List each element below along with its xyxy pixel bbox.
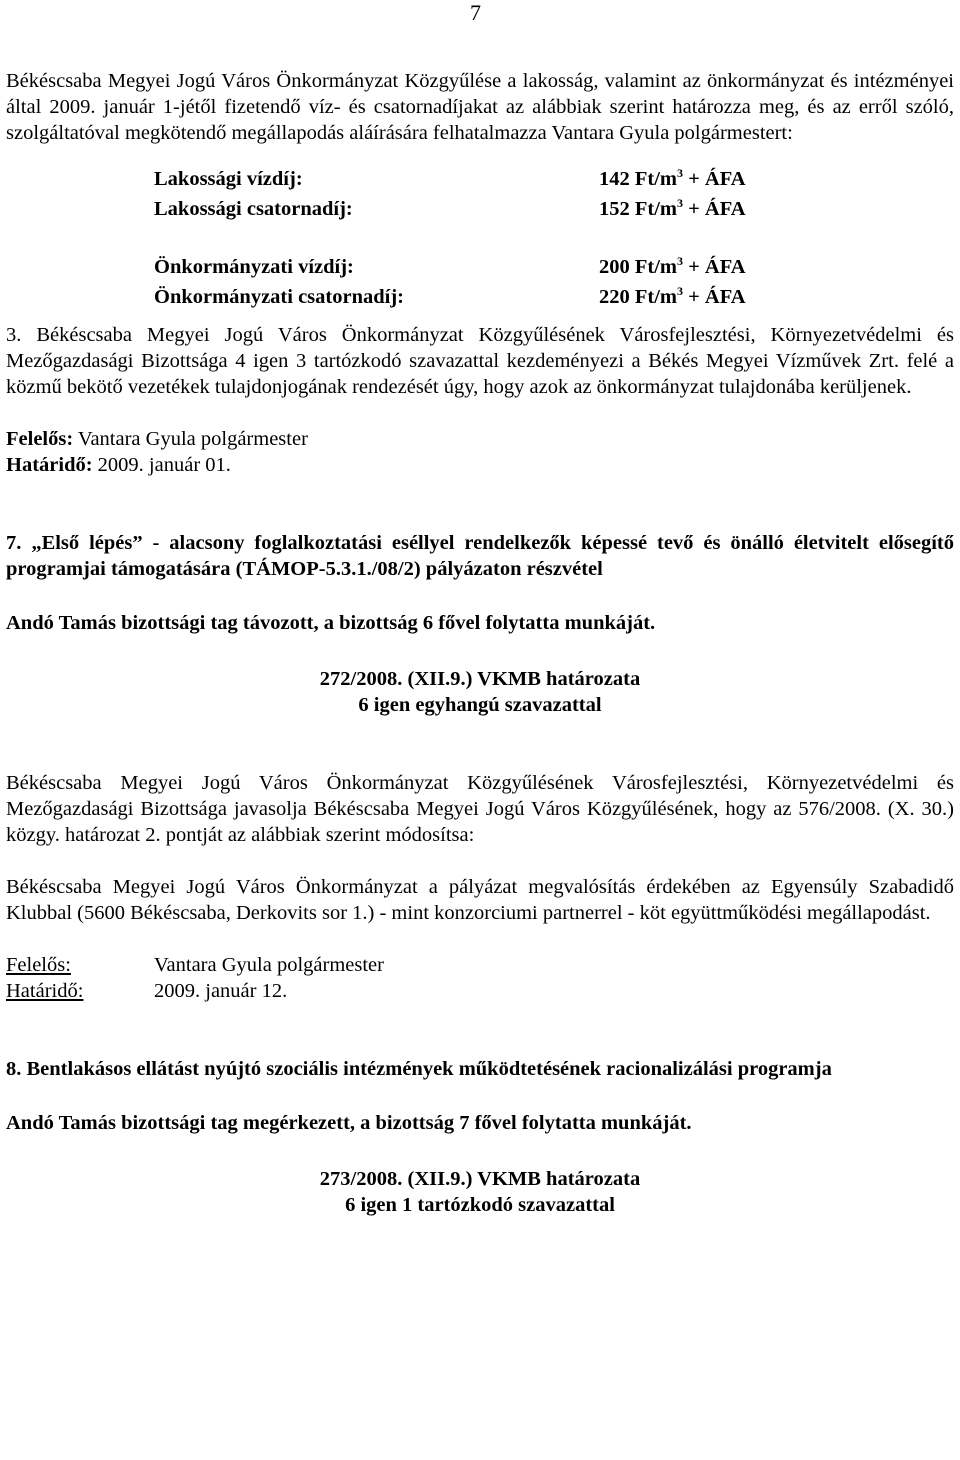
resolution-vote: 6 igen 1 tartózkodó szavazattal — [345, 1194, 615, 1216]
fee-row-residential-water — [154, 164, 954, 194]
fee-label: Önkormányzati vízdíj: — [154, 256, 354, 278]
intro-paragraph: Békéscsaba Megyei Jogú Város Önkormányzat Közgyűlése a lakosság, valamint az önkormányzat és intézményei által 2009. január 1-jétől fizetendő víz- és csatornadíjakat az alábbiak szerint határozza meg, és az erről szóló, szolgáltatóval megkötendő megállapodás aláírására felhatalmazza Vantara Gyula polgármestert: — [6, 70, 954, 144]
fee-value: 220 $Ft/m^3$ + ÁFA — [599, 284, 746, 308]
item8-resolution — [6, 1166, 954, 1218]
deadline-line: Határidő: 2009. január 12. — [6, 980, 288, 1002]
page-number: 7 — [470, 0, 481, 25]
point3-paragraph: 3. Békéscsaba Megyei Jogú Város Önkormányzat Közgyűlésének Városfejlesztési, Környezetvédelmi és Mezőgazdasági Bizottsága 4 igen 3 tartózkodó szavazattal kezdeményezi a Békés Megyei Vízművek Zrt. felé a közmű bekötő vezetékek tulajdonjogának rendezését úgy, hogy azok az önkormányzat tulajdonába kerüljenek. — [6, 324, 954, 398]
responsible-line: Felelős: Vantara Gyula polgármester — [6, 954, 384, 976]
item7-paragraph-1: Békéscsaba Megyei Jogú Város Önkormányzat Közgyűlésének Városfejlesztési, Környezetvédelmi és Mezőgazdasági Bizottsága javasolja Békéscsaba Megyei Jogú Város Közgyűlésének, hogy az 576/2008. (X. 30.) közgy. határozat 2. pontját az alábbiak szerint módosítsa: — [6, 772, 954, 846]
item8-note: Andó Tamás bizottsági tag megérkezett, a bizottság 7 fővel folytatta munkáját. — [6, 1112, 692, 1134]
resolution-title: 273/2008. (XII.9.) VKMB határozata — [319, 1168, 641, 1190]
fee-label: Önkormányzati csatornadíj: — [154, 286, 404, 308]
item7-paragraph-2: Békéscsaba Megyei Jogú Város Önkormányzat a pályázat megvalósítás érdekében az Egyensúly Szabadidő Klubbal (5600 Békéscsaba, Derkovits sor 1.) - mint konzorciumi partnerrel - köt együttműködési megállapodást. — [6, 876, 954, 924]
fee-row-residential-sewer — [154, 194, 954, 224]
item7-note: Andó Tamás bizottsági tag távozott, a bizottság 6 fővel folytatta munkáját. — [6, 612, 656, 634]
item7-title: 7. „Első lépés” - alacsony foglalkoztatási eséllyel rendelkezők képessé tevő és önálló életvitelt elősegítő programjai támogatására (TÁMOP-5.3.1./08/2) pályázaton részvétel — [6, 532, 955, 580]
responsibility-block-2 — [6, 952, 954, 1004]
fee-value: 200 $Ft/m^3$ + ÁFA — [599, 254, 746, 278]
fee-value: 152 $Ft/m^3$ + ÁFA — [599, 196, 746, 220]
responsibility-block-1 — [6, 426, 954, 478]
item7-resolution — [6, 666, 954, 718]
fee-row-municipal-water — [154, 252, 954, 282]
resolution-vote: 6 igen egyhangú szavazattal — [358, 694, 602, 716]
fee-value: 142 $Ft/m^3$ + ÁFA — [599, 166, 746, 190]
fee-label: Lakossági vízdíj: — [154, 168, 303, 190]
responsible-line: Felelős: Vantara Gyula polgármester — [6, 428, 308, 450]
deadline-line: Határidő: 2009. január 01. — [6, 454, 231, 476]
fee-table — [6, 164, 954, 312]
document-body — [6, 68, 954, 1218]
fee-label: Lakossági csatornadíj: — [154, 198, 353, 220]
item8-title: 8. Bentlakásos ellátást nyújtó szociális intézmények működtetésének racionalizálási programja — [6, 1058, 832, 1080]
resolution-title: 272/2008. (XII.9.) VKMB határozata — [319, 668, 641, 690]
fee-row-municipal-sewer — [154, 282, 954, 312]
